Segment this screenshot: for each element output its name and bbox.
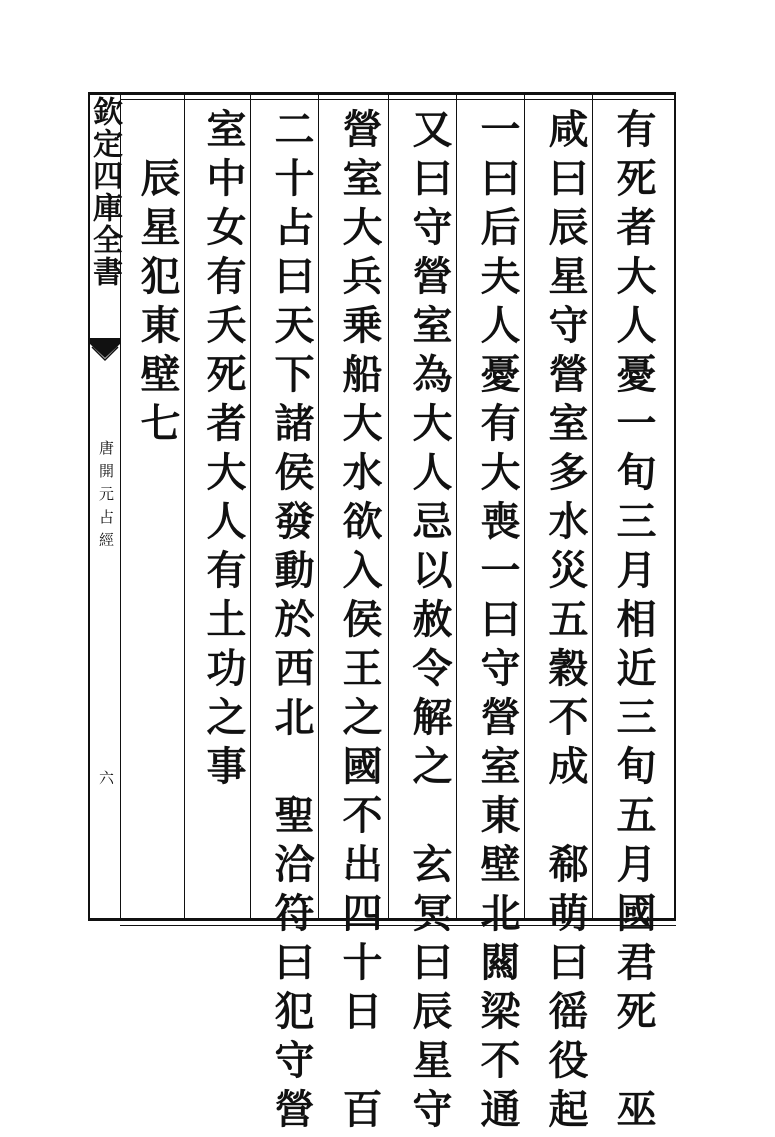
text-column-5: 營室大兵乗船大水欲入侯王之國不出四十日 百 bbox=[336, 108, 383, 1137]
text-column-7: 室中女有夭死者大人有土功之事 bbox=[200, 108, 247, 794]
text-column-1: 有死者大人憂一旬三月相近三旬五月國君死 巫 bbox=[610, 108, 657, 1137]
book-title: 欽定四庫全書 bbox=[87, 96, 122, 288]
text-column-3: 一曰后夫人憂有大喪一曰守營室東壁北闗梁不通 bbox=[474, 108, 521, 1137]
page-number: 六 bbox=[97, 770, 115, 785]
chapter-title: 唐開元占經 bbox=[97, 440, 115, 555]
text-column-4: 又曰守營室為大人忌以赦令解之 玄冥曰辰星守 bbox=[406, 108, 453, 1137]
text-column-2: 咸曰辰星守營室多水災五穀不成 郗萌曰徭役起 bbox=[542, 108, 589, 1137]
right-border-line bbox=[674, 92, 676, 921]
text-column-8: 辰星犯東壁七 bbox=[134, 108, 181, 451]
fish-tail-mark-icon bbox=[90, 338, 120, 366]
top-border-line bbox=[88, 92, 676, 95]
text-column-6: 二十占曰天下諸侯發動於西北 聖洽符曰犯守營 bbox=[268, 108, 315, 1137]
